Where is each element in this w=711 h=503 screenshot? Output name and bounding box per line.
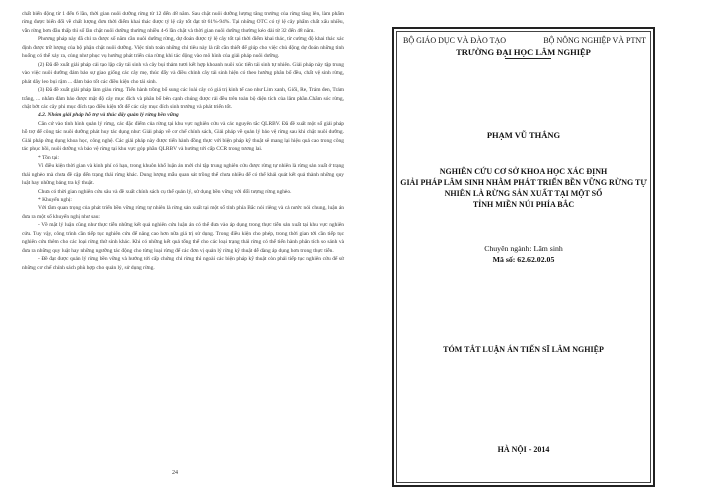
thesis-title-line: NGHIÊN CỨU CƠ SỞ KHOA HỌC XÁC ĐỊNH [439,167,608,176]
ministry-agriculture: BỘ NÔNG NGHIỆP VÀ PTNT [543,36,646,45]
paragraph: - Đề đạt được quản lý rừng bền vững và hướng tới cấp chứng chỉ rừng thì ngoài các biện pháp kỹ thuật còn phải tiếp tục nghiên cứu để sử những cơ chế chính sách phù hợp cho quản lý, sử dụng rừng. [22,256,344,271]
body-text [22,10,344,272]
paragraph: (3) Đã đề xuất giải pháp làm giàu rừng. Tiến hành trồng bổ sung các loài cây có giá trị kinh tế cao như Lim xanh, Giổi, Re, Trám đen, Trám trắng, ... nhằm đảm bảo được mật độ cây mục đích và phân bố bên cạnh chúng được rải đều trên toàn bộ diện tích của lâm phần.Chăm sóc rừng, chặt bớt các cây phi mục đích tạo điều kiện tốt để các cây mục đích sinh trưởng và phát triển tốt. [22,87,344,110]
thesis-title-line: NHIÊN LÀ RỪNG SẢN XUẤT TẠI MỘT SỐ [444,189,603,198]
paragraph: Vì điều kiện thời gian và kinh phí có hạn, trong khuôn khổ luận án mới chỉ tập trung nghiên cứu được rừng tự nhiên là rừng sản xuất ở trạng thái nghèo mà chưa đề cập đến trạng thái rừng khác. Dung lượng mẫu quan sát trồng thể chưa nhiều để có thể khái quát kết quả thành những quy luật hay những bảng tra kỹ thuật. [22,163,344,187]
thesis-title-line: TỈNH MIỀN NÚI PHÍA BẮC [472,200,575,209]
university-underline [505,58,551,59]
paragraph: * Tồn tại: [38,154,60,161]
author-name: PHẠM VŨ THẮNG [486,130,561,140]
major-code: Mã số: 62.62.02.05 [492,255,555,264]
ministry-education: BỘ GIÁO DỤC VÀ ĐÀO TẠO [403,36,507,45]
place-year: HÀ NỘI - 2014 [497,445,550,454]
paragraph: Căn cứ vào tình hình quản lý rừng, các đặc điểm của rừng tại khu vực nghiên cứu và các nguyên tắc QLRBV. Đã đề xuất một số giải pháp hỗ trợ để công tác nuôi dưỡng phát huy tác dụng như: Giải pháp về cơ chế chính sách, Giải pháp về quản lý bảo vệ rừng sau khi chặt nuôi dưỡng. Giải pháp ứng dụng khoa học, công nghệ. Các giải pháp này được tiến hành đồng thực với biện pháp kỹ thuật sẽ mang lại hiệu quả cao trong công tác phục hồi, nuôi dưỡng và bảo vệ rừng tại khu vực góp phần QLRBV và hướng tới cấp CCR trong tương lai. [22,120,344,153]
cover-frame [392,27,655,487]
thesis-title [397,166,650,210]
thesis-title-line: GIẢI PHÁP LÂM SINH NHẰM PHÁT TRIỂN BỀN VỮNG RỪNG TỰ [400,178,647,187]
university-name: TRƯỜNG ĐẠI HỌC LÂM NGHIỆP [456,47,591,57]
major: Chuyên ngành: Lâm sinh [484,244,563,253]
cover-page [355,0,711,503]
page-number: 24 [172,470,178,476]
paragraph: Với tầm quan trọng của phát triển bền vững rừng tự nhiên là rừng sản xuất tại một số tỉnh phía Bắc nói riêng và cả nước nói chung, luận án đưa ra một số khuyến nghị như sau: [22,205,344,220]
cover-inner-frame [396,31,651,483]
summary-label: TÓM TẮT LUẬN ÁN TIẾN SĨ LÂM NGHIỆP [443,345,604,354]
paragraph: chất biến động từ 1 đến 6 lần, thời gian nuôi dưỡng rừng từ 12 đến 48 năm. Sau chặt nuôi dưỡng lượng tăng trưởng của rừng tăng lên, làm phẩm rừng được biến đổi về chất lượng đơn thời điểm khai thác được tỷ lệ cây tốt đạt từ 61%-94%. Tại những OTC có tỷ lệ cây phẩm chất xấu nhiều, vẫn rừng bơn đầu thấp thì số lần chặt nuôi dưỡng thường nhiều 4-6 lần chặt và thời gian nuôi dưỡng thường kéo dài từ 32 đến 48 năm. [22,11,344,34]
paragraph: Phương pháp này đã chỉ ra được số năm cần nuôi dưỡng rừng, dự đoán được tỷ lệ cây tốt tại thời điểm khai thác, từ cường độ khai thác xác định được trữ lượng của bộ phận chặt nuôi dưỡng. Việc tính toán những chỉ tiêu này là rất cần thiết để giúp cho việc chủ động dự đoán những tình huống có thể xảy ra, củng như phục vụ hướng phát triển của rừng khi tác động vào mô hình của giải pháp nuôi dưỡng. [22,36,344,60]
section-heading: 4.2. Nhóm giải pháp hỗ trợ và thúc đẩy quản lý rừng bền vững [38,112,179,119]
left-page [0,0,355,503]
paragraph: Chưa có thời gian nghiên cứu sâu và đề xuất chính sách cụ thể quản lý, sử dụng bền vững với đối tượng rừng nghèo. [38,188,292,195]
paragraph: * Khuyến nghị: [38,196,72,203]
paragraph: - Về mặt lý luận cũng như thực tiễn những kết quả nghiên cứu luận án có thể đưa vào áp dụng trong thực tiễn sản xuất tại khu vực nghiên cứu. Tuy vậy, công trình cần tiếp tục nghiên cứu để nâng cao hơn nữa giá trị sử dụng. Trong điều kiện cho phép, trong thời gian tới cần tiếp tục nghiên cứu thêm cho các loại rừng thứ sinh khác. Khi có những kết quả tổng thể cho các loại trạng thái rừng có thể tiến hành phân tích so sánh và đưa ra những quy luật hay những ngưỡng tác động cho từng loại rừng để các đơn vị quản lý rừng kỹ thuật dễ dàng áp dụng hơn trong thực tiễn. [22,222,344,254]
paragraph: (2) Đã đề xuất giải pháp cải tạo lập cây tái sinh và cây bụi thảm tươi kết hợp khoanh nuôi xúc tiến tái sinh tự nhiên. Giải pháp này tập trung vào việc nuôi dưỡng đám bảo sự giao giống các cây mẹ, thúc đẩy và điều chỉnh cây tái sinh hiện có theo hướng phân bố đều, chất vệ sinh rừng, phát dây leo bụi rậm ... đảm bảo tốt các điều kiện cho tái sinh. [22,61,344,85]
